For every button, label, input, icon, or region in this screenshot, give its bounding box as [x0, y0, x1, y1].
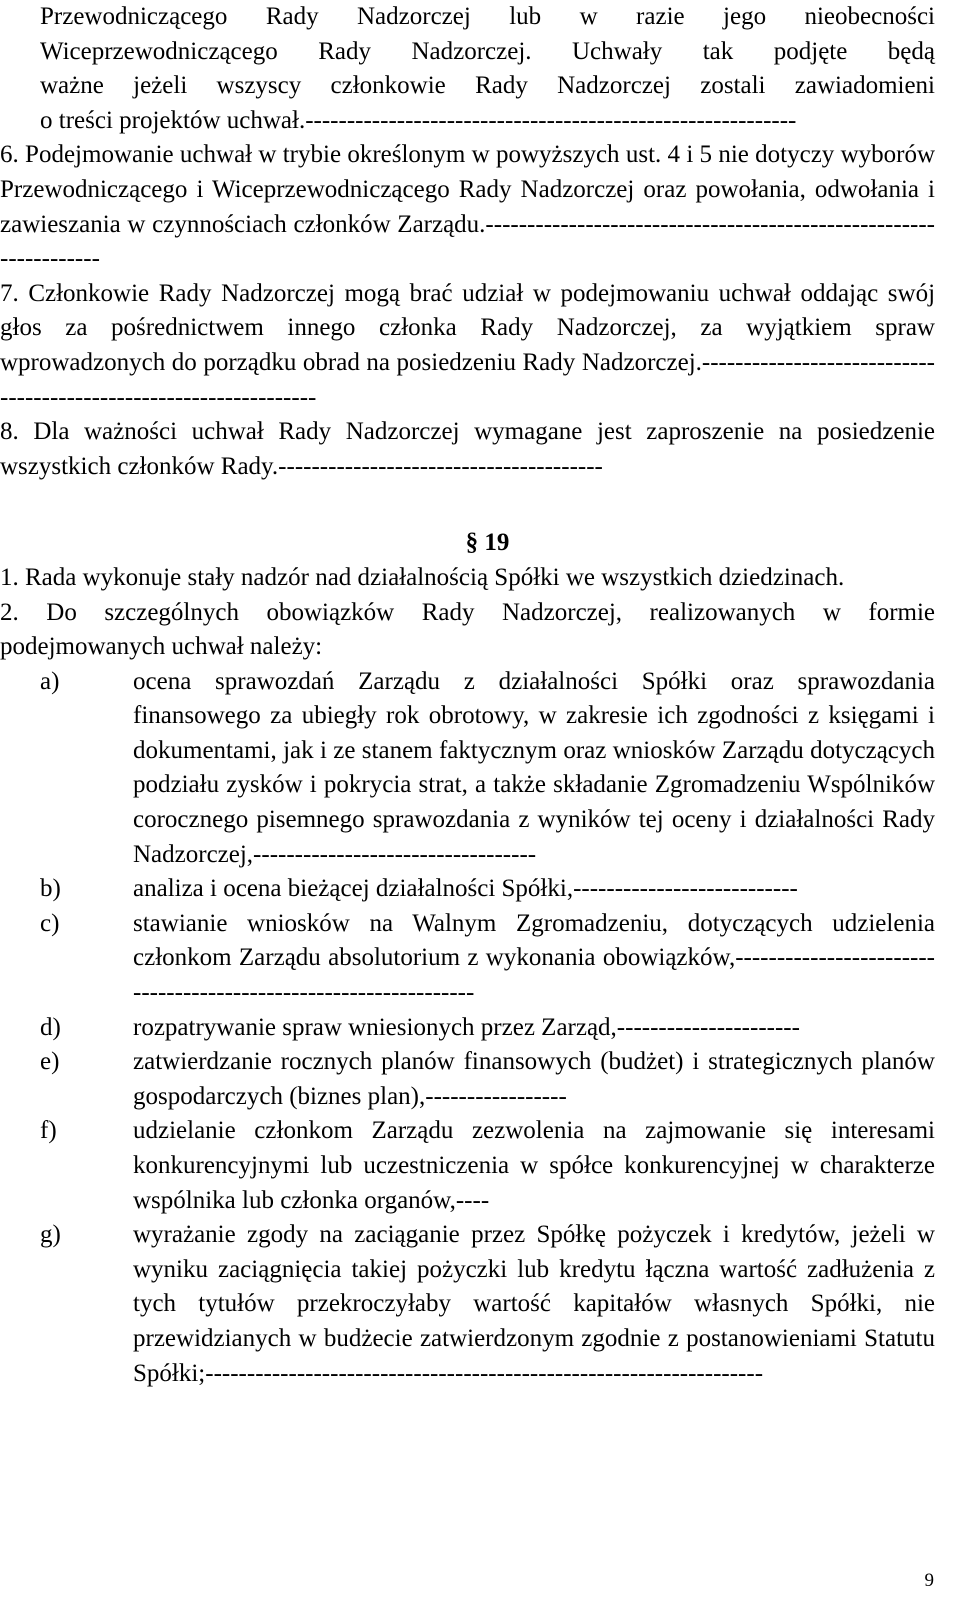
- list-item-text: rozpatrywanie spraw wniesionych przez Zarząd,----------------------: [133, 1013, 800, 1041]
- section-heading: § 19: [465, 529, 510, 557]
- list-item-label: a): [40, 667, 60, 695]
- numbered-item: [0, 596, 936, 665]
- list-item-text: ocena sprawozdań Zarządu z działalności Spółki oraz sprawozdania finansowego za ubiegły rok obrotowy, w zakresie ich zgodności z księgami i dokumentami, jak i ze stanem faktycznym oraz wniosków Zarządu dotyczących podziału zysków i pokrycia strat, a także składanie Zgromadzeniu Wspólników corocznego pisemnego sprawozdania z wyników tej oceny i działalności Rady Nadzorczej,----------------------------------: [133, 667, 935, 868]
- lettered-list: [0, 665, 935, 1391]
- item-text: Podejmowanie uchwał w trybie określonym w powyższych ust. 4 i 5 nie dotyczy wyborów Przewodniczącego i Wiceprzewodniczącego Rady Nadzorczej oraz powołania, odwołania i zawieszania w czynnościach członków Zarządu.------------------------------------------------------------------: [0, 141, 936, 273]
- intro-line: Przewodniczącego Rady Nadzorczej lub w razie jego nieobecności: [40, 3, 935, 30]
- list-item: [0, 872, 935, 907]
- list-item-label: e): [40, 1048, 60, 1076]
- list-item-text: udzielanie członkom Zarządu zezwolenia na zajmowanie się interesami konkurencyjnymi lub uczestniczenia w spółce konkurencyjnej w charakterze wspólnika lub członka organów,----: [133, 1117, 935, 1214]
- intro-line: ważne jeżeli wszyscy członkowie Rady Nadzorczej zostali zawiadomieni: [40, 72, 935, 100]
- numbered-item: [0, 138, 936, 276]
- intro-paragraph: [40, 0, 935, 138]
- item-number: 6.: [0, 141, 19, 169]
- list-item-label: d): [40, 1013, 61, 1041]
- item-text: Do szczególnych obowiązków Rady Nadzorczej, realizowanych w formie podejmowanych uchwał należy:: [0, 598, 936, 661]
- page-number: 9: [924, 1570, 934, 1591]
- list-item: [0, 1114, 935, 1218]
- item-number: 8.: [0, 418, 19, 446]
- numbered-item: [0, 415, 935, 484]
- numbered-item: [0, 561, 935, 596]
- list-item: [0, 907, 935, 1011]
- item-text: Członkowie Rady Nadzorczej mogą brać udział w podejmowaniu uchwał oddając swój głos za pośrednictwem innego członka Rady Nadzorczej, za wyjątkiem spraw wprowadzonych do porządku obrad na posiedzeniu Rady Nadzorczej.------------------------------------------------------------------: [0, 279, 936, 411]
- numbered-item: [0, 277, 936, 415]
- intro-line: o treści projektów uchwał.-----------------------------------------------------------: [40, 106, 797, 134]
- list-item-text: wyrażanie zgody na zaciąganie przez Spółkę pożyczek i kredytów, jeżeli w wyniku zaciągnięcia takiej pożyczki lub kredytu łączna wartość zadłużenia z tych tytułów przekroczyłaby wartość kapitałów własnych Spółki, nie przewidzianych w budżecie zatwierdzonym zgodnie z postanowieniami Statutu Spółki;-------------------------------------------------------------------: [133, 1221, 935, 1387]
- item-text: Dla ważności uchwał Rady Nadzorczej wymagane jest zaproszenie na posiedzenie wszystkich członków Rady.---------------------------------------: [0, 418, 935, 480]
- item-number: 2.: [0, 598, 19, 626]
- list-item-text: zatwierdzanie rocznych planów finansowych (budżet) i strategicznych planów gospodarczych (biznes plan),-----------------: [133, 1048, 935, 1110]
- list-item-label: g): [40, 1221, 61, 1249]
- list-item-label: b): [40, 875, 61, 903]
- list-item-label: f): [40, 1117, 57, 1145]
- list-item-text: analiza i ocena bieżącej działalności Spółki,---------------------------: [133, 875, 798, 903]
- list-item: [0, 1218, 935, 1391]
- item-number: 7.: [0, 279, 19, 307]
- list-item: [0, 1011, 935, 1046]
- list-item: [0, 665, 935, 873]
- list-item-label: c): [40, 909, 60, 937]
- intro-line: Wiceprzewodniczącego Rady Nadzorczej. Uchwały tak podjęte będą: [40, 37, 935, 65]
- list-item-text: stawianie wniosków na Walnym Zgromadzeniu, dotyczących udzielenia członkom Zarządu absolutorium z wykonania obowiązków,-----------------------------------------------------------------: [133, 909, 935, 1007]
- item-number: 1.: [0, 563, 19, 591]
- list-item: [0, 1045, 935, 1114]
- item-text: Rada wykonuje stały nadzór nad działalnością Spółki we wszystkich dziedzinach.: [25, 563, 845, 591]
